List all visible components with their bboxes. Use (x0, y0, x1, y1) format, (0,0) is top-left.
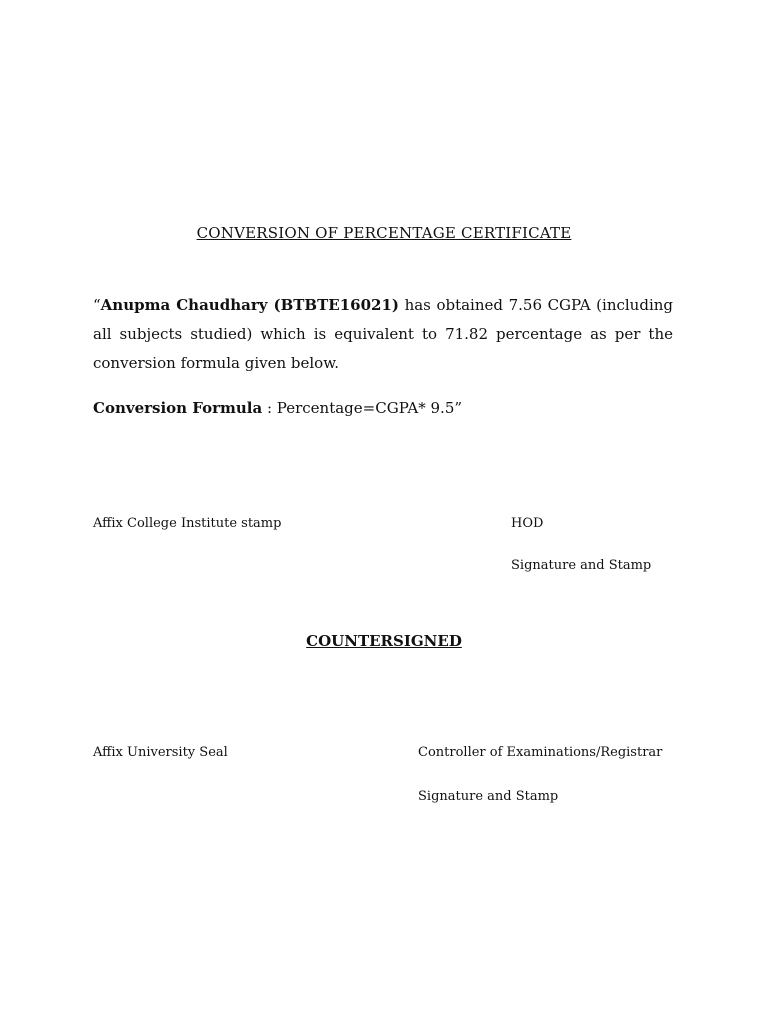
countersigned-heading: COUNTERSIGNED (306, 632, 462, 650)
hod-label: HOD (511, 516, 544, 531)
hod-signature-label: Signature and Stamp (511, 558, 652, 573)
formula-text: : Percentage=CGPA* 9.5” (262, 399, 463, 417)
controller-signature-label: Signature and Stamp (418, 789, 559, 804)
certificate-statement (93, 291, 673, 378)
university-seal-label: Affix University Seal (93, 745, 228, 760)
conversion-formula (93, 397, 673, 419)
college-stamp-label: Affix College Institute stamp (93, 516, 282, 531)
controller-label: Controller of Examinations/Registrar (418, 745, 663, 760)
statement-text-1: has obtained (398, 296, 509, 314)
formula-label: Conversion Formula (93, 399, 263, 417)
statement-text-2: CGPA (including all subjects studied) which is equivalent to (93, 296, 674, 343)
cgpa-value: 7.56 (508, 296, 542, 314)
percentage-value: 71.82 (445, 325, 489, 343)
document-title: CONVERSION OF PERCENTAGE CERTIFICATE (196, 224, 572, 242)
opening-quote: “ (93, 296, 101, 314)
student-name-id: Anupma Chaudhary (BTBTE16021) (100, 296, 399, 314)
statement-text-3: percentage as per the conversion formula given below. (93, 325, 673, 372)
